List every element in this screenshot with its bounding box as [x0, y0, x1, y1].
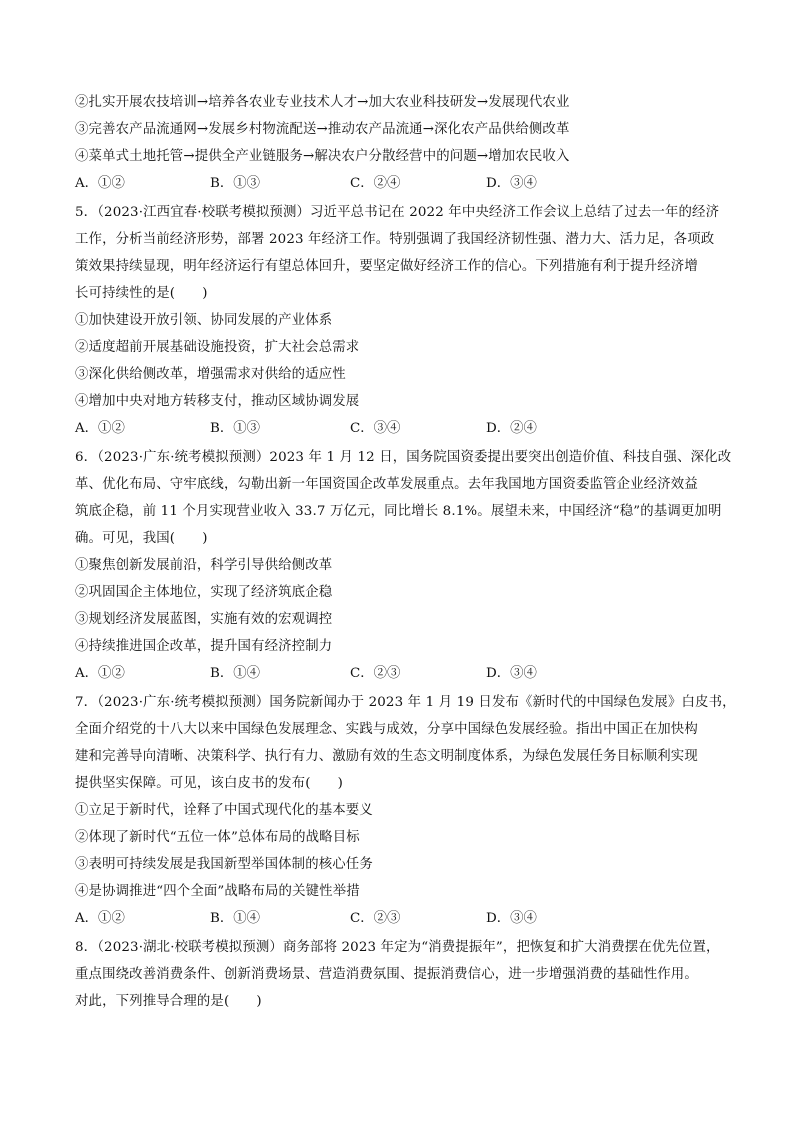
q7-option-d[interactable]: D．③④: [486, 911, 537, 926]
q8-stem-line: 对此，下列推导合理的是( ): [75, 994, 262, 1009]
q6-item-1: ①聚焦创新发展前沿，科学引导供给侧改革: [75, 558, 333, 573]
q5-item-3: ③深化供给侧改革，增强需求对供给的适应性: [75, 367, 346, 382]
q7-option-b[interactable]: B．①④: [210, 911, 261, 926]
q6-item-4: ④持续推进国企改革，提升国有经济控制力: [75, 639, 333, 654]
q7-stem-line: 建和完善导向清晰、决策科学、执行有力、激励有效的生态文明制度体系，为绿色发展任务目标顺利实现: [75, 749, 698, 764]
q8-stem-line: 重点围绕改善消费条件、创新消费场景、营造消费氛围、提振消费信心，进一步增强消费的基础性作用。: [75, 967, 698, 982]
q8-stem-line: 8．（2023·湖北·校联考模拟预测）商务部将 2023 年定为“消费提振年”，把恢复和扩大消费摆在优先位置，: [75, 940, 720, 955]
q5-option-d[interactable]: D．②④: [486, 421, 537, 436]
q7-options: [75, 910, 735, 928]
q7-option-c[interactable]: C．②③: [350, 911, 401, 926]
q7-stem-line: 提供坚实保障。可见，该白皮书的发布( ): [75, 776, 344, 791]
q5-option-b[interactable]: B．①③: [210, 421, 261, 436]
q5-option-a[interactable]: A．①②: [75, 421, 125, 436]
q4-option-c[interactable]: C．②④: [350, 176, 401, 191]
q7-option-a[interactable]: A．①②: [75, 911, 125, 926]
q6-stem-line: 确。可见，我国( ): [75, 531, 208, 546]
q7-item-4: ④是协调推进“四个全面”战略布局的关键性举措: [75, 884, 360, 899]
q6-stem-line: 革、优化布局、守牢底线，勾勒出新一年国资国企改革发展重点。去年我国地方国资委监管企业经济效益: [75, 477, 698, 492]
q5-options: [75, 420, 735, 438]
q4-option-a[interactable]: A．①②: [75, 176, 125, 191]
q6-option-c[interactable]: C．②③: [350, 666, 401, 681]
q7-stem-line: 7．（2023·广东·统考模拟预测）国务院新闻办于 2023 年 1 月 19 日发布《新时代的中国绿色发展》白皮书，: [75, 695, 736, 710]
q5-stem-line: 5．（2023·江西宜春·校联考模拟预测）习近平总书记在 2022 年中央经济工作会议上总结了过去一年的经济: [75, 205, 720, 220]
q5-stem-line: 长可持续性的是( ): [75, 286, 208, 301]
q7-stem-line: 全面介绍党的十八大以来中国绿色发展理念、实践与成效，分享中国绿色发展经验。指出中国正在加快构: [75, 722, 698, 737]
q6-option-a[interactable]: A．①②: [75, 666, 125, 681]
q7-item-2: ②体现了新时代“五位一体”总体布局的战略目标: [75, 830, 360, 845]
q5-item-4: ④增加中央对地方转移支付，推动区域协调发展: [75, 394, 360, 409]
q5-stem-line: 策效果持续显现，明年经济运行有望总体回升，要坚定做好经济工作的信心。下列措施有利于提升经济增: [75, 259, 698, 274]
q6-stem-line: 6．（2023·广东·统考模拟预测）2023 年 1 月 12 日，国务院国资委提出要突出创造价值、科技自强、深化改: [75, 450, 732, 465]
q4-item-2: ②扎实开展农技培训→培养各农业专业技术人才→加大农业科技研发→发展现代农业: [75, 95, 570, 110]
q5-option-c[interactable]: C．③④: [350, 421, 401, 436]
q6-item-2: ②巩固国企主体地位，实现了经济筑底企稳: [75, 585, 333, 600]
q4-option-d[interactable]: D．③④: [486, 176, 537, 191]
q4-item-4: ④菜单式土地托管→提供全产业链服务→解决农户分散经营中的问题→增加农民收入: [75, 149, 570, 164]
q4-item-3: ③完善农产品流通网→发展乡村物流配送→推动农产品流通→深化农产品供给侧改革: [75, 122, 570, 137]
q4-option-b[interactable]: B．①③: [210, 176, 261, 191]
q4-options: [75, 175, 735, 193]
q6-option-d[interactable]: D．③④: [486, 666, 537, 681]
q5-item-1: ①加快建设开放引领、协同发展的产业体系: [75, 313, 333, 328]
q5-item-2: ②适度超前开展基础设施投资，扩大社会总需求: [75, 340, 360, 355]
q6-stem-line: 筑底企稳，前 11 个月实现营业收入 33.7 万亿元，同比增长 8.1%。展望未来，中国经济“稳”的基调更加明: [75, 504, 722, 519]
q6-options: [75, 665, 735, 683]
q6-option-b[interactable]: B．①④: [210, 666, 261, 681]
q7-item-1: ①立足于新时代，诠释了中国式现代化的基本要义: [75, 803, 373, 818]
q6-item-3: ③规划经济发展蓝图，实施有效的宏观调控: [75, 612, 333, 627]
q7-item-3: ③表明可持续发展是我国新型举国体制的核心任务: [75, 857, 373, 872]
q5-stem-line: 工作，分析当前经济形势，部署 2023 年经济工作。特别强调了我国经济韧性强、潜力大、活力足，各项政: [75, 232, 715, 247]
